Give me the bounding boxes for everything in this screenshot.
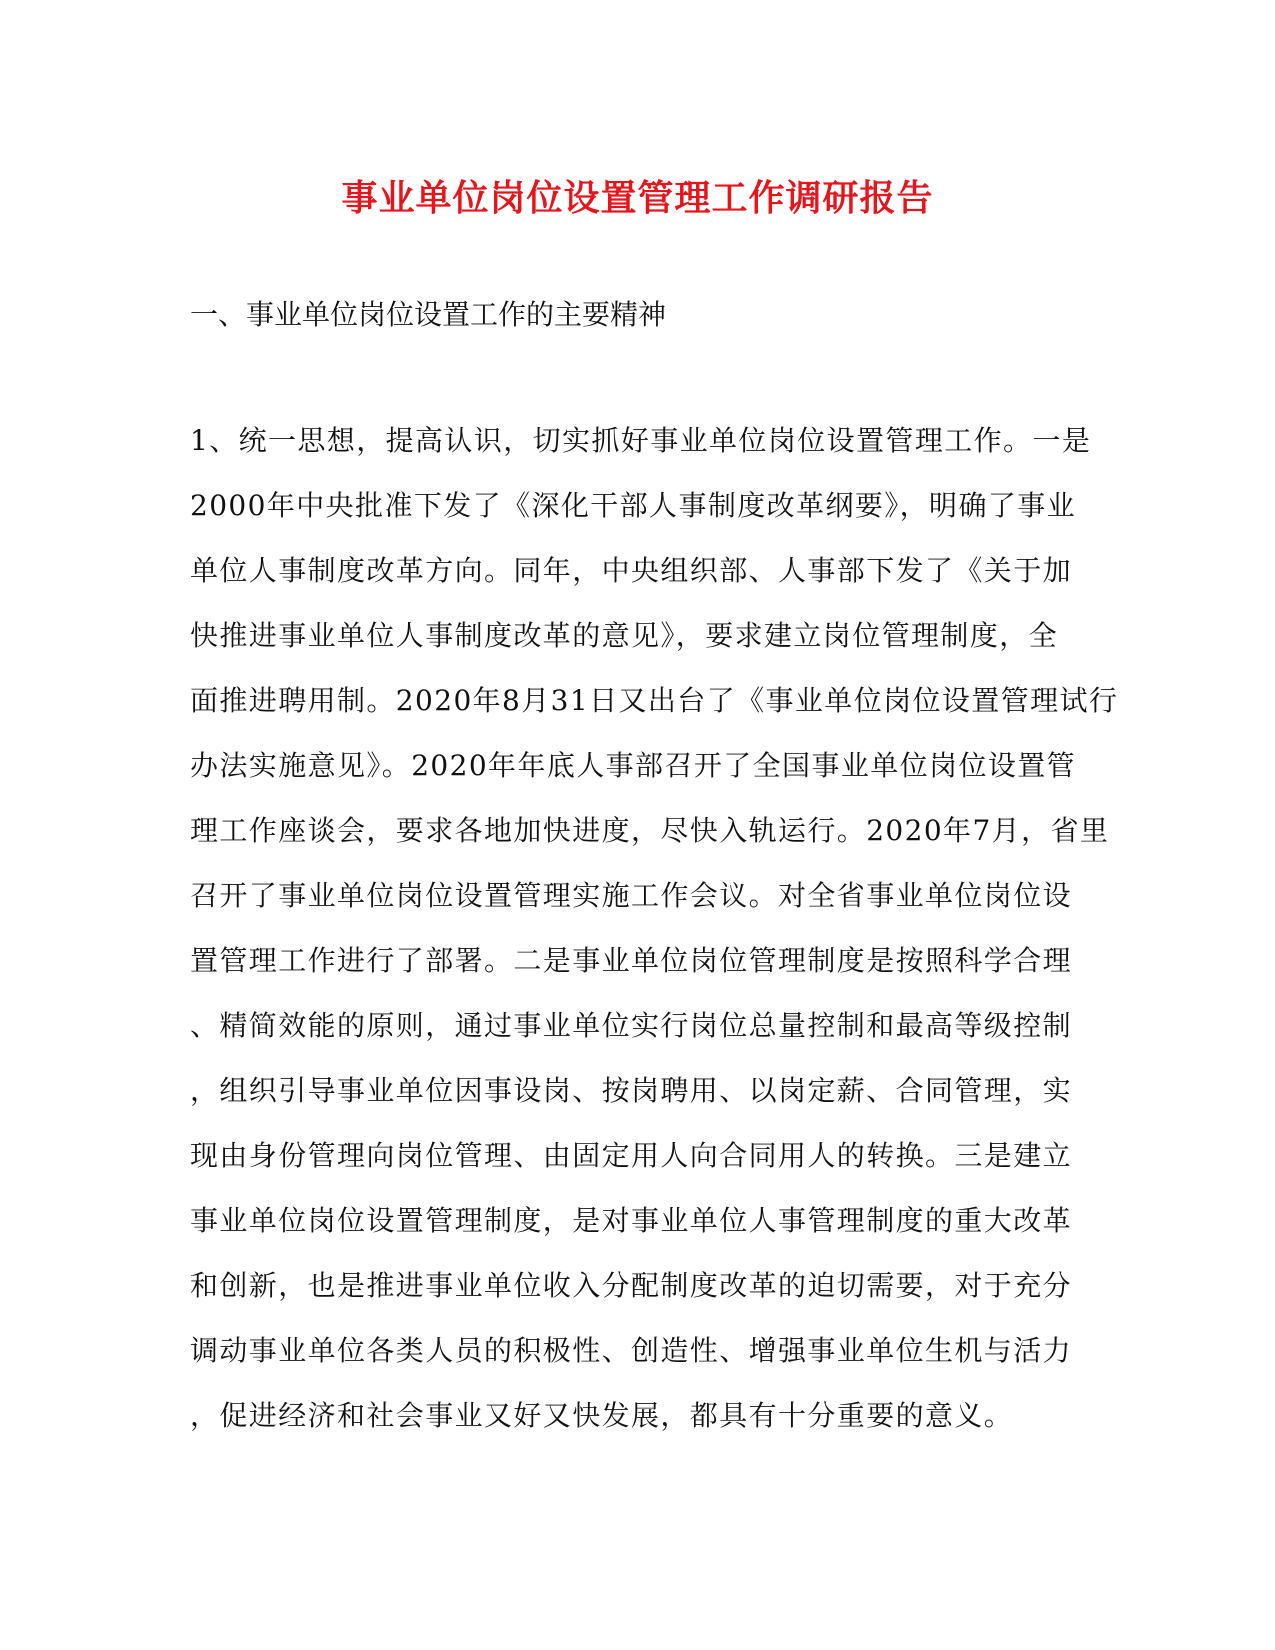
body-paragraph: [190, 424, 1119, 1464]
paragraph-line: 理工作座谈会，要求各地加快进度，尽快入轨运行。2020年7月，省里: [190, 814, 1110, 847]
section-heading: 一、事业单位岗位设置工作的主要精神: [190, 298, 667, 331]
paragraph-line: 事业单位岗位设置管理制度，是对事业单位人事管理制度的重大改革: [190, 1204, 1073, 1237]
paragraph-line: 2000年中央批准下发了《深化干部人事制度改革纲要》，明确了事业: [190, 489, 1077, 522]
paragraph-line: 现由身份管理向岗位管理、由固定用人向合同用人的转换。三是建立: [190, 1139, 1073, 1172]
document-title: 事业单位岗位设置管理工作调研报告: [341, 177, 934, 219]
paragraph-line: 办法实施意见》。2020年年底人事部召开了全国事业单位岗位设置管: [190, 749, 1077, 782]
paragraph-line: ，促进经济和社会事业又好又快发展，都具有十分重要的意义。: [190, 1399, 1014, 1432]
paragraph-line: 面推进聘用制。2020年8月31日又出台了《事业单位岗位设置管理试行: [190, 684, 1119, 717]
paragraph-line: 、精简效能的原则，通过事业单位实行岗位总量控制和最高等级控制: [190, 1009, 1073, 1042]
paragraph-line: 和创新，也是推进事业单位收入分配制度改革的迫切需要，对于充分: [190, 1269, 1073, 1302]
paragraph-line: 召开了事业单位岗位设置管理实施工作会议。对全省事业单位岗位设: [190, 879, 1073, 912]
paragraph-line: 快推进事业单位人事制度改革的意见》，要求建立岗位管理制度，全: [190, 619, 1059, 652]
paragraph-line: 1、统一思想，提高认识，切实抓好事业单位岗位设置管理工作。一是: [190, 424, 1092, 457]
paragraph-line: ，组织引导事业单位因事设岗、按岗聘用、以岗定薪、合同管理，实: [190, 1074, 1073, 1107]
paragraph-line: 置管理工作进行了部署。二是事业单位岗位管理制度是按照科学合理: [190, 944, 1073, 977]
paragraph-line: 单位人事制度改革方向。同年，中央组织部、人事部下发了《关于加: [190, 554, 1073, 587]
paragraph-line: 调动事业单位各类人员的积极性、创造性、增强事业单位生机与活力: [190, 1334, 1073, 1367]
